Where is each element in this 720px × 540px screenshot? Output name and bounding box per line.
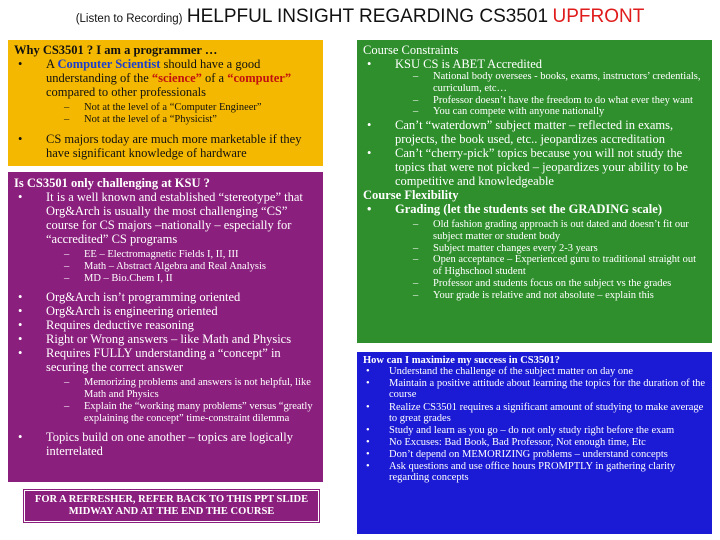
list-item: • Understand the challenge of the subject matter on day one — [363, 366, 706, 377]
list-item: • Maintain a positive attitude about learning the topics for the duration of the course — [363, 378, 706, 400]
sub-bullet: – National body oversees - books, exams, instructors’ credentials, curriculum, etc… — [363, 71, 706, 95]
constraints-heading: Course Constraints — [363, 43, 459, 57]
bullet-cherry-pick: • Can’t “cherry-pick” topics because you will not study the topics that were not picked – jeopardizes your ability to be competitive and knowledgeable — [363, 146, 706, 188]
list-item: • Requires deductive reasoning — [14, 318, 317, 332]
sub-bullet: – Memorizing problems and answers is not helpful, like Math and Physics — [14, 377, 317, 401]
text: A — [46, 57, 58, 71]
why-heading: Why CS3501 ? I am a programmer … — [14, 43, 218, 57]
sub-bullet: – Old fashion grading approach is out dated and doesn’t fit our subject matter or student body — [363, 219, 706, 243]
success-heading: How can I maximize my success in CS3501? — [363, 355, 560, 366]
text: compared to other professionals — [46, 85, 207, 99]
bullet-stereotype: • It is a well known and established “stereotype” that Org&Arch is usually the most challenging “CS” course for CS majors –nationally – especially for “accredited” CS programs — [14, 190, 317, 246]
refresher-note — [24, 490, 319, 522]
title-accent: UPFRONT — [552, 6, 645, 27]
bullet-abet: • KSU CS is ABET Accredited — [363, 57, 706, 71]
list-item: • Don’t depend on MEMORIZING problems – understand concepts — [363, 449, 706, 460]
text: should have a good understanding of the — [46, 57, 261, 85]
list-item: • Right or Wrong answers – like Math and Physics — [14, 332, 317, 346]
highlight-computer: “computer” — [227, 71, 292, 85]
list-item: • Org&Arch isn’t programming oriented — [14, 290, 317, 304]
sub-bullet: – MD – Bio.Chem I, II — [14, 273, 317, 285]
bullet-marketable: • CS majors today are much more marketable if they have significant knowledge of hardware — [14, 132, 317, 160]
why-cs3501-box — [8, 40, 323, 166]
title-main: HELPFUL INSIGHT REGARDING CS3501 — [186, 6, 549, 27]
text: of a — [201, 71, 228, 85]
sub-bullet: – You can compete with anyone nationally — [363, 106, 706, 118]
bullet-grading: • Grading (let the students set the GRADING scale) — [363, 202, 706, 216]
list-item: • Requires FULLY understanding a “concept” in securing the correct answer — [14, 346, 317, 374]
sub-bullet: – EE – Electromagnetic Fields I, II, III — [14, 249, 317, 261]
list-item: • Topics build on one another – topics are logically interrelated — [14, 430, 317, 458]
slide-title — [0, 6, 720, 28]
bullet-waterdown: • Can’t “waterdown” subject matter – reflected in exams, projects, the book used, etc.. jeopardizes accreditation — [363, 118, 706, 146]
sub-bullet: – Math – Abstract Algebra and Real Analysis — [14, 261, 317, 273]
maximize-success-box — [357, 352, 712, 534]
highlight-computer-scientist: Computer Scientist — [57, 57, 161, 71]
challenging-heading: Is CS3501 only challenging at KSU ? — [14, 176, 210, 190]
list-item: • Realize CS3501 requires a significant amount of studying to make average to great grades — [363, 402, 706, 424]
sub-bullet: – Not at the level of a “Computer Engineer” — [14, 102, 317, 114]
challenging-box — [8, 172, 323, 482]
bullet-computer-scientist — [14, 57, 317, 99]
sub-bullet: – Not at the level of a “Physicist” — [14, 114, 317, 126]
list-item: • Org&Arch is engineering oriented — [14, 304, 317, 318]
sub-bullet: – Subject matter changes every 2-3 years — [363, 243, 706, 255]
list-item: • Ask questions and use office hours PROMPTLY in gathering clarity regarding concepts — [363, 461, 706, 483]
flexibility-heading: Course Flexibility — [363, 188, 459, 202]
course-constraints-box — [357, 40, 712, 343]
list-item: • Study and learn as you go – do not only study right before the exam — [363, 425, 706, 436]
sub-bullet: – Professor doesn’t have the freedom to do what ever they want — [363, 95, 706, 107]
refresher-text: FOR A REFRESHER, REFER BACK TO THIS PPT SLIDE MIDWAY AND AT THE END THE COURSE — [34, 494, 309, 518]
title-prefix: (Listen to Recording) — [75, 13, 183, 25]
highlight-science: “science” — [151, 71, 202, 85]
sub-bullet: – Professor and students focus on the subject vs the grades — [363, 278, 706, 290]
sub-bullet: – Your grade is relative and not absolute – explain this — [363, 290, 706, 302]
list-item: • No Excuses: Bad Book, Bad Professor, Not enough time, Etc — [363, 437, 706, 448]
sub-bullet: – Open acceptance – Experienced guru to traditional straight out of Highschool student — [363, 254, 706, 278]
sub-bullet: – Explain the “working many problems” versus “greatly explaining the concept” time-constraint dilemma — [14, 401, 317, 425]
